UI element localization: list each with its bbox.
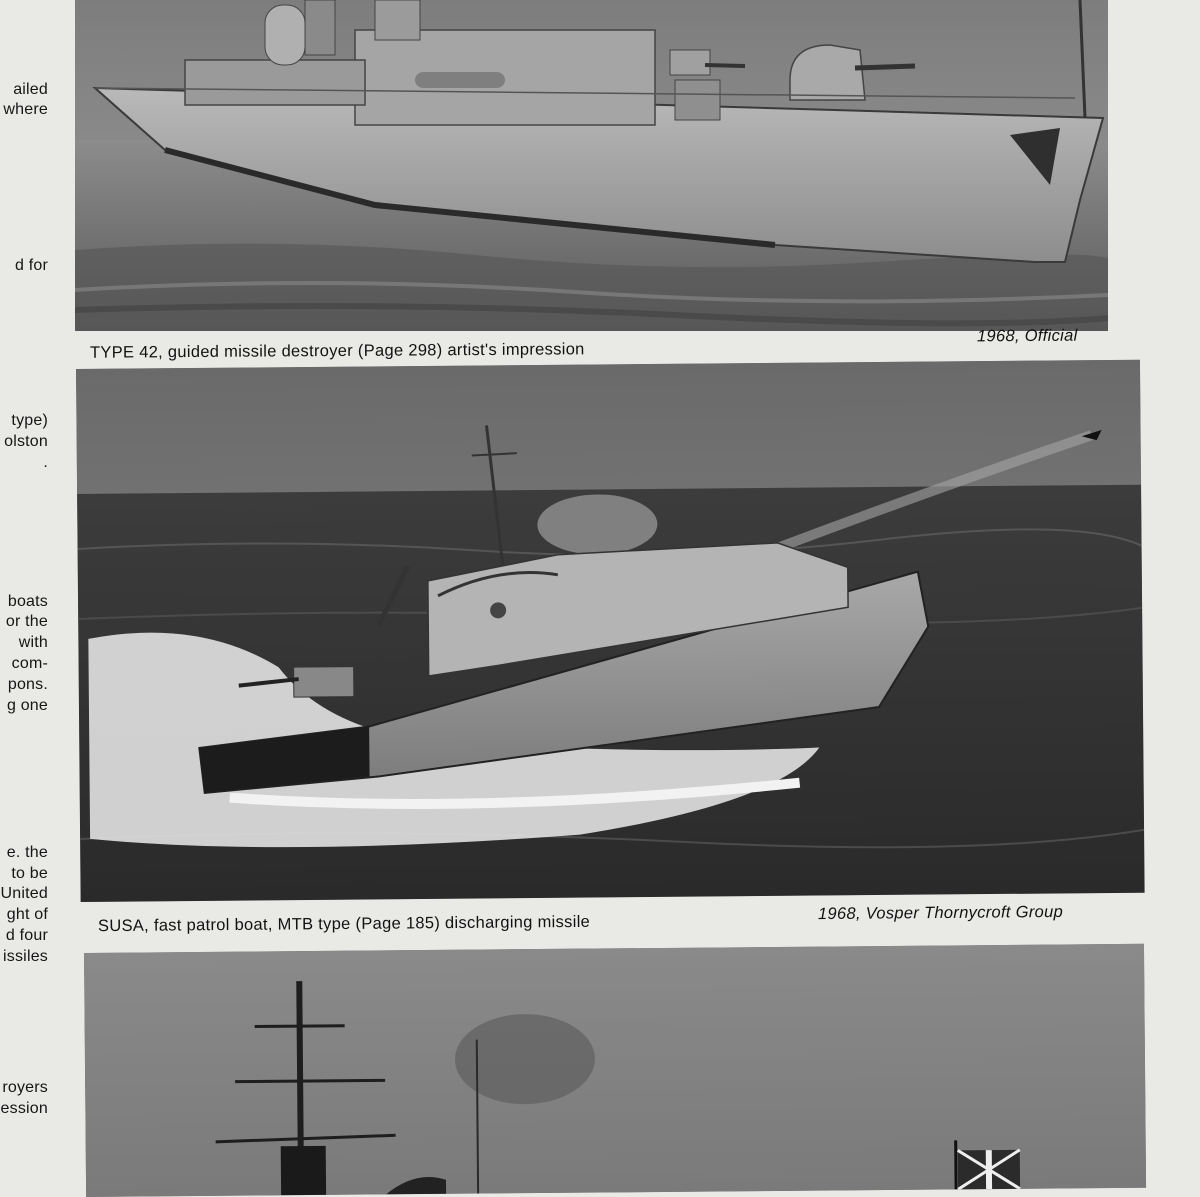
text-fragment: . <box>43 454 48 471</box>
text-fragment: boats <box>7 593 48 610</box>
text-fragment: royers <box>2 1079 48 1096</box>
text-fragment: d for <box>14 257 48 274</box>
destroyer-illustration <box>75 0 1108 331</box>
text-fragment: to be <box>11 865 48 882</box>
figure-caption: TYPE 42, guided missile destroyer (Page 298) artist's impression <box>89 340 585 362</box>
text-fragment: with <box>18 634 48 651</box>
text-fragment: d four <box>5 927 48 944</box>
warship-photo <box>84 944 1146 1197</box>
figure-caption: SUSA, fast patrol boat, MTB type (Page 185) discharging missile <box>97 912 591 936</box>
text-fragment: g one <box>6 697 48 714</box>
text-fragment: pons. <box>7 676 48 693</box>
left-text-column <box>0 0 62 1197</box>
text-fragment: ght of <box>6 906 48 923</box>
text-fragment: olston <box>4 433 48 450</box>
figure-credit: 1968, Vosper Thornycroft Group <box>817 902 1064 924</box>
text-fragment: or the <box>5 613 48 630</box>
text-fragment: type) <box>11 412 48 429</box>
text-fragment: ession <box>0 1100 48 1117</box>
text-fragment: issiles <box>3 948 48 965</box>
text-fragment: United <box>0 885 48 902</box>
text-fragment: where <box>3 101 48 118</box>
text-fragment: ailed <box>13 81 48 98</box>
patrol-boat-photo <box>76 360 1145 902</box>
text-fragment: com- <box>11 655 48 672</box>
text-fragment: e. the <box>6 844 48 861</box>
figure-credit: 1968, Official <box>976 326 1078 346</box>
